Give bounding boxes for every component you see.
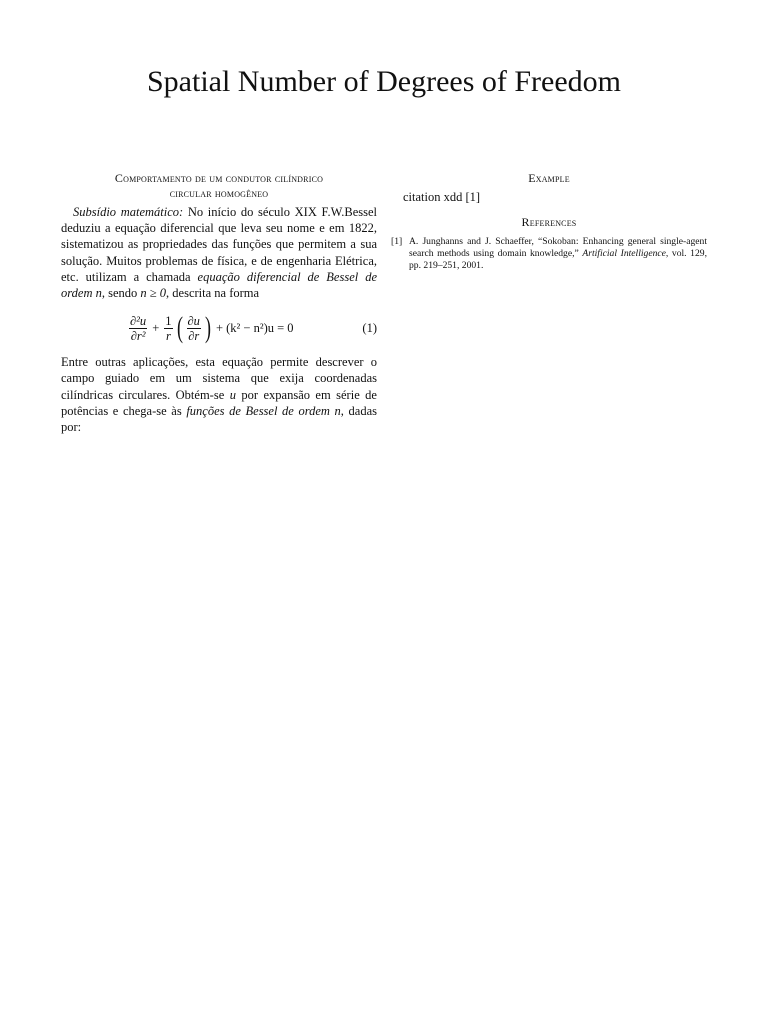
right-column	[391, 171, 707, 272]
reference-label: [1]	[391, 236, 403, 248]
left-column	[61, 171, 377, 435]
reference-text	[409, 236, 707, 271]
plus-sign: +	[152, 321, 160, 336]
fraction-numerator: ∂²u	[130, 313, 147, 328]
fraction-denominator: r	[165, 328, 171, 343]
paragraph-text: por expansão em série de potências e chega-se às	[61, 387, 377, 418]
equation-rest: + (k² − n²)u = 0	[215, 321, 294, 336]
citation-text: citation xdd [1]	[403, 190, 481, 204]
equation-1	[61, 307, 377, 349]
emphasis-text: equação diferencial de Bessel de ordem n	[61, 269, 377, 301]
paragraph-lead: Subsídio matemático:	[73, 205, 184, 219]
reference-entry	[391, 236, 707, 271]
fraction	[164, 314, 172, 343]
fraction	[129, 314, 147, 343]
equation-body	[127, 313, 294, 343]
fraction-numerator: 1	[165, 313, 172, 328]
reference-venue: Artificial Intelligence	[582, 248, 666, 259]
reference-details: , vol. 129, pp. 219–251, 2001.	[409, 248, 707, 271]
paragraph-text: , sendo	[101, 286, 141, 301]
example-heading: Example	[528, 171, 570, 185]
references-heading: References	[521, 215, 577, 230]
right-paren: )	[204, 311, 211, 345]
section-heading-line1: Comportamento de um condutor cilíndrico	[114, 171, 324, 185]
fraction-denominator: ∂r	[188, 328, 200, 343]
fraction	[187, 314, 201, 343]
paragraph-text: , dadas por:	[61, 403, 377, 435]
paragraph-text: , descrita na forma	[166, 286, 260, 301]
paragraph-text: Entre outras aplicações, esta equação permite descrever o campo guiado em um sistema que exija coordenadas cilíndricas circulares. Obtém-se	[61, 355, 377, 402]
paragraph-bessel-applications	[61, 354, 377, 435]
fraction-numerator: ∂u	[187, 313, 200, 328]
section-heading	[61, 171, 377, 201]
paragraph-text: No início do século XIX F.W.Bessel deduziu a equação diferencial que leva seu nome e em 1822, sistematizou as propriedades das funções que permitem a sua solução. Muitos problemas de física, e de engenharia Elétrica, etc. utilizam a chamada	[61, 205, 377, 284]
left-paren: (	[176, 311, 183, 345]
paragraph-bessel-intro	[61, 204, 377, 301]
inline-math: n ≥ 0	[140, 286, 167, 301]
reference-authors-title: A. Junghanns and J. Schaeffer, “Sokoban: Enhancing general single-agent search methods using domain knowledge,”	[409, 236, 707, 259]
section-heading-line2: circular homogêneo	[169, 186, 269, 200]
equation-number: (1)	[362, 321, 377, 336]
emphasis-text: funções de Bessel de ordem n	[186, 403, 341, 418]
inline-math: u	[229, 387, 236, 402]
paper-title: Spatial Number of Degrees of Freedom	[146, 65, 622, 98]
fraction-denominator: ∂r²	[130, 328, 146, 343]
